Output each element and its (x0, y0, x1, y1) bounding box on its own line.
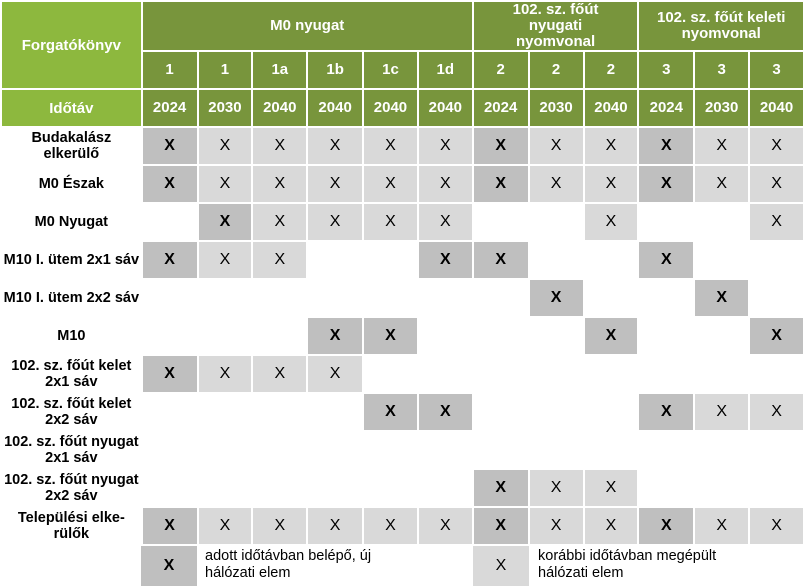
existing-element-cell: X (307, 127, 363, 165)
empty-cell (694, 355, 749, 393)
existing-element-cell: X (363, 165, 418, 203)
new-element-cell: X (307, 317, 363, 355)
new-element-cell: X (638, 393, 694, 431)
timeframe-label: Időtáv (1, 89, 142, 127)
table-body (1, 127, 804, 545)
empty-cell (473, 317, 529, 355)
empty-cell (198, 279, 253, 317)
group-102-nyugati: 102. sz. főút nyugati nyomvonal (473, 1, 639, 51)
existing-element-cell: X (749, 127, 804, 165)
empty-cell (749, 431, 804, 469)
row-label: Budakalász elkerülő (1, 127, 142, 165)
existing-element-cell: X (418, 507, 473, 545)
empty-cell (198, 317, 253, 355)
new-element-cell: X (142, 507, 198, 545)
group-m0-nyugat: M0 nyugat (142, 1, 473, 51)
existing-element-cell: X (694, 165, 749, 203)
new-element-cell: X (694, 279, 749, 317)
empty-cell (638, 317, 694, 355)
year-cell: 2040 (363, 89, 418, 127)
row-label: 102. sz. főút kelet 2x2 sáv (1, 393, 142, 431)
empty-cell (252, 431, 307, 469)
existing-element-cell: X (307, 507, 363, 545)
new-element-cell: X (638, 507, 694, 545)
empty-cell (418, 317, 473, 355)
existing-element-cell: X (198, 165, 253, 203)
new-element-cell: X (418, 393, 473, 431)
table-row (1, 317, 804, 355)
empty-cell (363, 279, 418, 317)
empty-cell (142, 279, 198, 317)
empty-cell (418, 431, 473, 469)
new-element-cell: X (418, 241, 473, 279)
existing-element-cell: X (252, 165, 307, 203)
empty-cell (749, 355, 804, 393)
new-element-cell: X (473, 127, 529, 165)
existing-element-cell: X (529, 469, 584, 507)
empty-cell (198, 393, 253, 431)
year-cell: 2030 (198, 89, 253, 127)
year-cell: 2040 (749, 89, 804, 127)
scenario-cell: 1b (307, 51, 363, 89)
empty-cell (473, 355, 529, 393)
legend-existing-swatch: X (473, 546, 529, 586)
empty-cell (307, 241, 363, 279)
existing-element-cell: X (198, 507, 253, 545)
empty-cell (142, 203, 198, 241)
existing-element-cell: X (198, 127, 253, 165)
new-element-cell: X (363, 317, 418, 355)
empty-cell (529, 393, 584, 431)
empty-cell (252, 469, 307, 507)
empty-cell (638, 469, 694, 507)
empty-cell (473, 203, 529, 241)
legend-existing-text: korábbi időtávban megépült hálózati elem (538, 548, 717, 581)
empty-cell (418, 469, 473, 507)
empty-cell (749, 241, 804, 279)
empty-cell (584, 355, 639, 393)
empty-cell (252, 279, 307, 317)
empty-cell (638, 431, 694, 469)
row-label: M0 Nyugat (1, 203, 142, 241)
empty-cell (529, 355, 584, 393)
empty-cell (252, 317, 307, 355)
new-element-cell: X (749, 317, 804, 355)
new-element-cell: X (473, 165, 529, 203)
empty-cell (473, 279, 529, 317)
table-row (1, 355, 804, 393)
existing-element-cell: X (252, 127, 307, 165)
existing-element-cell: X (418, 203, 473, 241)
empty-cell (363, 469, 418, 507)
scenario-cell: 1c (363, 51, 418, 89)
scenario-cell: 3 (638, 51, 694, 89)
existing-element-cell: X (418, 127, 473, 165)
scenario-label: Forgatókönyv (1, 1, 142, 89)
empty-cell (749, 469, 804, 507)
table-row (1, 469, 804, 507)
empty-cell (584, 431, 639, 469)
existing-element-cell: X (694, 393, 749, 431)
row-label: Települési elke-rülők (1, 507, 142, 545)
new-element-cell: X (638, 241, 694, 279)
existing-element-cell: X (418, 165, 473, 203)
existing-element-cell: X (749, 393, 804, 431)
empty-cell (252, 393, 307, 431)
empty-cell (529, 317, 584, 355)
new-element-cell: X (638, 127, 694, 165)
empty-cell (694, 431, 749, 469)
empty-cell (363, 241, 418, 279)
row-label: M10 I. ütem 2x2 sáv (1, 279, 142, 317)
scenario-cell: 3 (694, 51, 749, 89)
new-element-cell: X (473, 507, 529, 545)
empty-cell (694, 241, 749, 279)
timeframe-row (1, 89, 804, 127)
existing-element-cell: X (584, 127, 639, 165)
existing-element-cell: X (529, 507, 584, 545)
existing-element-cell: X (529, 127, 584, 165)
existing-element-cell: X (252, 203, 307, 241)
empty-cell (307, 393, 363, 431)
empty-cell (307, 279, 363, 317)
scenario-cell: 1 (198, 51, 253, 89)
empty-cell (473, 431, 529, 469)
existing-element-cell: X (198, 241, 253, 279)
table-row (1, 393, 804, 431)
empty-cell (749, 279, 804, 317)
existing-element-cell: X (363, 127, 418, 165)
empty-cell (473, 393, 529, 431)
scenario-cell: 2 (529, 51, 584, 89)
existing-element-cell: X (307, 203, 363, 241)
empty-cell (529, 241, 584, 279)
existing-element-cell: X (252, 355, 307, 393)
existing-element-cell: X (749, 203, 804, 241)
year-cell: 2040 (584, 89, 639, 127)
empty-cell (584, 279, 639, 317)
empty-cell (198, 469, 253, 507)
empty-cell (529, 203, 584, 241)
empty-cell (307, 469, 363, 507)
year-cell: 2024 (638, 89, 694, 127)
group-102-keleti: 102. sz. főút keleti nyomvonal (638, 1, 804, 51)
existing-element-cell: X (307, 355, 363, 393)
empty-cell (142, 317, 198, 355)
empty-cell (638, 203, 694, 241)
empty-cell (638, 279, 694, 317)
new-element-cell: X (198, 203, 253, 241)
existing-element-cell: X (749, 165, 804, 203)
new-element-cell: X (473, 469, 529, 507)
group-header-row (1, 1, 804, 51)
table-row (1, 127, 804, 165)
scenario-cell: 1a (252, 51, 307, 89)
table-row (1, 279, 804, 317)
existing-element-cell: X (694, 507, 749, 545)
new-element-cell: X (142, 355, 198, 393)
row-label: M10 I. ütem 2x1 sáv (1, 241, 142, 279)
empty-cell (584, 393, 639, 431)
year-cell: 2024 (142, 89, 198, 127)
empty-cell (694, 469, 749, 507)
scenario-cell: 3 (749, 51, 804, 89)
empty-cell (418, 355, 473, 393)
empty-cell (694, 203, 749, 241)
table-row (1, 431, 804, 469)
table-row (1, 203, 804, 241)
row-label: 102. sz. főút nyugat 2x2 sáv (1, 469, 142, 507)
empty-cell (307, 431, 363, 469)
new-element-cell: X (142, 241, 198, 279)
new-element-cell: X (584, 317, 639, 355)
existing-element-cell: X (363, 203, 418, 241)
existing-element-cell: X (749, 507, 804, 545)
existing-element-cell: X (584, 165, 639, 203)
existing-element-cell: X (252, 241, 307, 279)
existing-element-cell: X (584, 469, 639, 507)
existing-element-cell: X (363, 507, 418, 545)
row-label: M0 Észak (1, 165, 142, 203)
new-element-cell: X (142, 127, 198, 165)
existing-element-cell: X (584, 203, 639, 241)
empty-cell (638, 355, 694, 393)
scenario-cell: 1 (142, 51, 198, 89)
existing-element-cell: X (694, 127, 749, 165)
existing-element-cell: X (529, 165, 584, 203)
empty-cell (694, 317, 749, 355)
existing-element-cell: X (252, 507, 307, 545)
empty-cell (142, 393, 198, 431)
new-element-cell: X (142, 165, 198, 203)
row-label: 102. sz. főút kelet 2x1 sáv (1, 355, 142, 393)
legend-new-text: adott időtávban belépő, új hálózati elem (205, 548, 372, 581)
row-label: 102. sz. főút nyugat 2x1 sáv (1, 431, 142, 469)
table-row (1, 241, 804, 279)
existing-element-cell: X (307, 165, 363, 203)
row-label: M10 (1, 317, 142, 355)
new-element-cell: X (638, 165, 694, 203)
year-cell: 2030 (694, 89, 749, 127)
empty-cell (584, 241, 639, 279)
year-cell: 2024 (473, 89, 529, 127)
empty-cell (142, 431, 198, 469)
empty-cell (142, 469, 198, 507)
scenario-cell: 1d (418, 51, 473, 89)
year-cell: 2040 (252, 89, 307, 127)
new-element-cell: X (529, 279, 584, 317)
legend-new-swatch: X (141, 546, 197, 586)
empty-cell (529, 431, 584, 469)
new-element-cell: X (363, 393, 418, 431)
new-element-cell: X (473, 241, 529, 279)
table-row (1, 165, 804, 203)
empty-cell (198, 431, 253, 469)
scenario-cell: 2 (584, 51, 639, 89)
year-cell: 2040 (307, 89, 363, 127)
scenario-cell: 2 (473, 51, 529, 89)
year-cell: 2040 (418, 89, 473, 127)
empty-cell (418, 279, 473, 317)
empty-cell (363, 355, 418, 393)
table-row (1, 507, 804, 545)
year-cell: 2030 (529, 89, 584, 127)
empty-cell (363, 431, 418, 469)
existing-element-cell: X (198, 355, 253, 393)
existing-element-cell: X (584, 507, 639, 545)
